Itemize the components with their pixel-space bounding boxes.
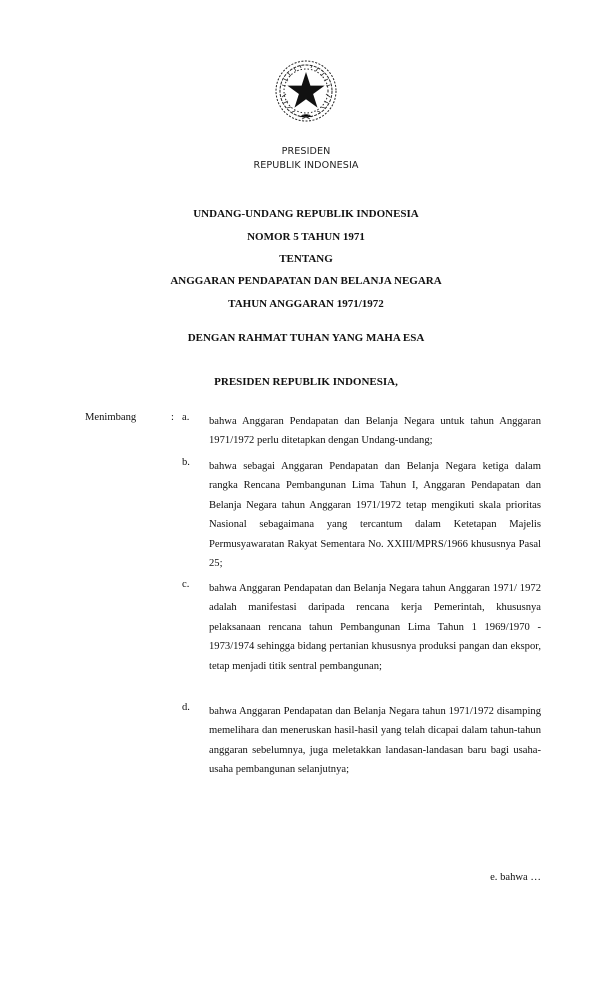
issuer-line-2: REPUBLIK INDONESIA xyxy=(253,160,359,171)
item-letter: d. xyxy=(182,702,190,713)
invocation: DENGAN RAHMAT TUHAN YANG MAHA ESA xyxy=(187,332,425,344)
law-title-line-1: UNDANG-UNDANG REPUBLIK INDONESIA xyxy=(193,208,419,220)
item-text: bahwa sebagai Anggaran Pendapatan dan Belanja Negara ketiga dalam rangka Rencana Pembangunan Lima Tahun I, Anggaran Pendapatan dan Belanja Negara tahun Anggaran 1971/1972 tetap mengikuti skala prioritas Nasional sebagaimana yang tercantum dalam Ketetapan Majelis Permusyawaratan Rakyat Sementara No. XXIII/MPRS/1966 khususnya Pasal 25; xyxy=(209,461,541,570)
considering-label: Menimbang xyxy=(85,412,137,423)
issuer-line-1: PRESIDEN xyxy=(281,146,331,157)
authority: PRESIDEN REPUBLIK INDONESIA, xyxy=(214,376,398,388)
law-number: NOMOR 5 TAHUN 1971 xyxy=(247,231,365,243)
law-fiscal-year: TAHUN ANGGARAN 1971/1972 xyxy=(228,298,384,310)
page-catchword: e. bahwa … xyxy=(490,872,541,883)
item-text: bahwa Anggaran Pendapatan dan Belanja Negara tahun Anggaran 1971/ 1972 adalah manifestasi daripada rencana kerja Pemerintah, khususnya pelaksanaan rencana tahun Pembangunan Lima Tahun 1 1969/1970 - 1973/1974 sehingga bidang pertanian khususnya produksi pangan dan ekspor, tetap menjadi titik sentral pembangunan; xyxy=(209,583,541,672)
law-subject: ANGGARAN PENDAPATAN DAN BELANJA NEGARA xyxy=(170,275,442,287)
considering-colon: : xyxy=(171,412,174,423)
item-letter: c. xyxy=(182,579,190,590)
presidential-seal-icon xyxy=(272,57,340,125)
item-letter: b. xyxy=(182,457,190,468)
item-text: bahwa Anggaran Pendapatan dan Belanja Negara untuk tahun Anggaran 1971/1972 perlu ditetapkan dengan Undang-undang; xyxy=(209,416,541,447)
item-text: bahwa Anggaran Pendapatan dan Belanja Negara tahun 1971/1972 disamping memelihara dan meneruskan hasil-hasil yang telah dicapai dalam tahun-tahun anggaran sebelumnya, juga meletakkan landasan-landasan baru bagi usaha-usaha pembangunan selanjutnya; xyxy=(209,706,541,776)
law-title-about: TENTANG xyxy=(279,253,333,265)
item-letter: a. xyxy=(182,412,190,423)
